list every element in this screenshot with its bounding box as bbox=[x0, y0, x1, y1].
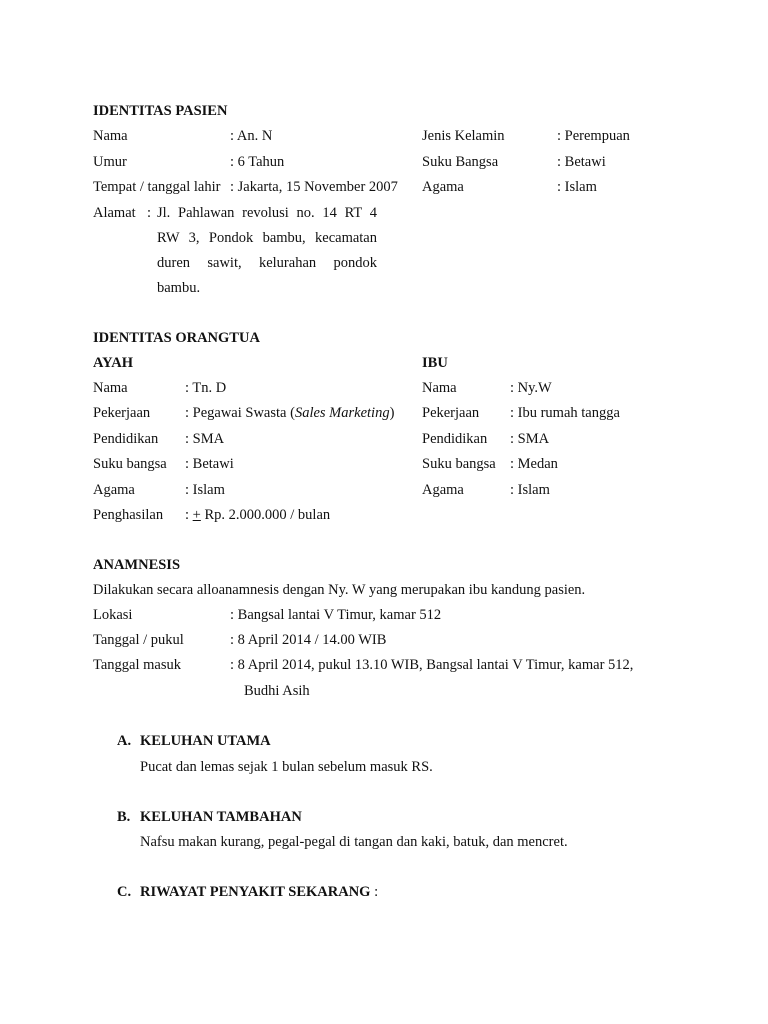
section-c-title-line bbox=[140, 883, 378, 901]
anamnesis-admit-label: Tanggal masuk bbox=[93, 657, 181, 673]
patient-name-label: Nama bbox=[93, 128, 128, 144]
father-income-amount: Rp. 2.000.000 / bulan bbox=[200, 507, 331, 523]
anamnesis-time-value: : 8 April 2014 / 14.00 WIB bbox=[230, 632, 387, 648]
section-b-body: Nafsu makan kurang, pegal-pegal di tangan dan kaki, batuk, dan mencret. bbox=[140, 834, 568, 850]
section-a-letter: A. bbox=[117, 733, 132, 749]
father-religion-label: Agama bbox=[93, 482, 135, 498]
anamnesis-location-value: : Bangsal lantai V Timur, kamar 512 bbox=[230, 607, 442, 623]
anamnesis-admit-value: : 8 April 2014, pukul 13.10 WIB, Bangsal lantai V Timur, kamar 512, bbox=[230, 657, 634, 673]
father-edu-label: Pendidikan bbox=[93, 431, 159, 447]
father-income-label: Penghasilan bbox=[93, 507, 164, 523]
patient-age-value: : 6 Tahun bbox=[230, 154, 285, 170]
patient-address-label: Alamat bbox=[93, 205, 136, 221]
patient-address-colon: : bbox=[147, 205, 152, 221]
patient-birth-label: Tempat / tanggal lahir bbox=[93, 179, 221, 195]
patient-religion-value: : Islam bbox=[557, 179, 597, 195]
patient-ethnic-label: Suku Bangsa bbox=[422, 154, 499, 170]
section-a-title: KELUHAN UTAMA bbox=[140, 733, 271, 749]
mother-edu-label: Pendidikan bbox=[422, 431, 488, 447]
patient-address-line-2: RW 3, Pondok bambu, kecamatan bbox=[157, 230, 377, 246]
patient-identity-heading: IDENTITAS PASIEN bbox=[93, 103, 228, 119]
patient-name-value: : An. N bbox=[230, 128, 273, 144]
father-ethnic-value: : Betawi bbox=[185, 456, 234, 472]
anamnesis-admit-value-cont: Budhi Asih bbox=[244, 683, 310, 699]
mother-religion-value: : Islam bbox=[510, 482, 550, 498]
mother-name-label: Nama bbox=[422, 380, 457, 396]
section-c-title-suffix: : bbox=[370, 884, 379, 900]
patient-sex-value: : Perempuan bbox=[557, 128, 630, 144]
father-religion-value: : Islam bbox=[185, 482, 225, 498]
section-c-title: RIWAYAT PENYAKIT SEKARANG bbox=[140, 884, 371, 900]
mother-job-value: : Ibu rumah tangga bbox=[510, 405, 620, 421]
anamnesis-intro: Dilakukan secara alloanamnesis dengan Ny. W yang merupakan ibu kandung pasien. bbox=[93, 582, 586, 598]
father-edu-value: : SMA bbox=[185, 431, 225, 447]
mother-ethnic-value: : Medan bbox=[510, 456, 558, 472]
father-job-value bbox=[185, 404, 394, 422]
father-name-label: Nama bbox=[93, 380, 128, 396]
father-job-value-pre: : Pegawai Swasta ( bbox=[185, 405, 295, 421]
patient-birth-value: : Jakarta, 15 November 2007 bbox=[230, 179, 398, 195]
father-heading: AYAH bbox=[93, 355, 134, 371]
father-income-value bbox=[185, 506, 330, 524]
anamnesis-heading: ANAMNESIS bbox=[93, 557, 181, 573]
patient-religion-label: Agama bbox=[422, 179, 464, 195]
mother-name-value: : Ny.W bbox=[510, 380, 552, 396]
patient-age-label: Umur bbox=[93, 154, 127, 170]
patient-address-line-3: duren sawit, kelurahan pondok bbox=[157, 255, 377, 271]
mother-edu-value: : SMA bbox=[510, 431, 550, 447]
mother-ethnic-label: Suku bangsa bbox=[422, 456, 496, 472]
parents-identity-heading: IDENTITAS ORANGTUA bbox=[93, 330, 260, 346]
anamnesis-time-label: Tanggal / pukul bbox=[93, 632, 184, 648]
section-b-title: KELUHAN TAMBAHAN bbox=[140, 809, 302, 825]
patient-ethnic-value: : Betawi bbox=[557, 154, 606, 170]
father-job-value-italic: Sales Marketing bbox=[294, 405, 390, 421]
mother-heading: IBU bbox=[422, 355, 448, 371]
father-income-plusminus: + bbox=[192, 507, 201, 523]
section-b-letter: B. bbox=[117, 809, 131, 825]
mother-religion-label: Agama bbox=[422, 482, 464, 498]
patient-sex-label: Jenis Kelamin bbox=[422, 128, 505, 144]
father-income-colon: : bbox=[185, 507, 193, 523]
father-ethnic-label: Suku bangsa bbox=[93, 456, 167, 472]
section-a-body: Pucat dan lemas sejak 1 bulan sebelum masuk RS. bbox=[140, 759, 433, 775]
father-job-label: Pekerjaan bbox=[93, 405, 151, 421]
anamnesis-location-label: Lokasi bbox=[93, 607, 133, 623]
patient-address-line-4: bambu. bbox=[157, 280, 201, 296]
patient-address-line-1: Jl. Pahlawan revolusi no. 14 RT 4 bbox=[157, 205, 377, 221]
father-name-value: : Tn. D bbox=[185, 380, 227, 396]
father-job-value-post: ) bbox=[389, 405, 395, 421]
section-c-letter: C. bbox=[117, 884, 132, 900]
mother-job-label: Pekerjaan bbox=[422, 405, 480, 421]
